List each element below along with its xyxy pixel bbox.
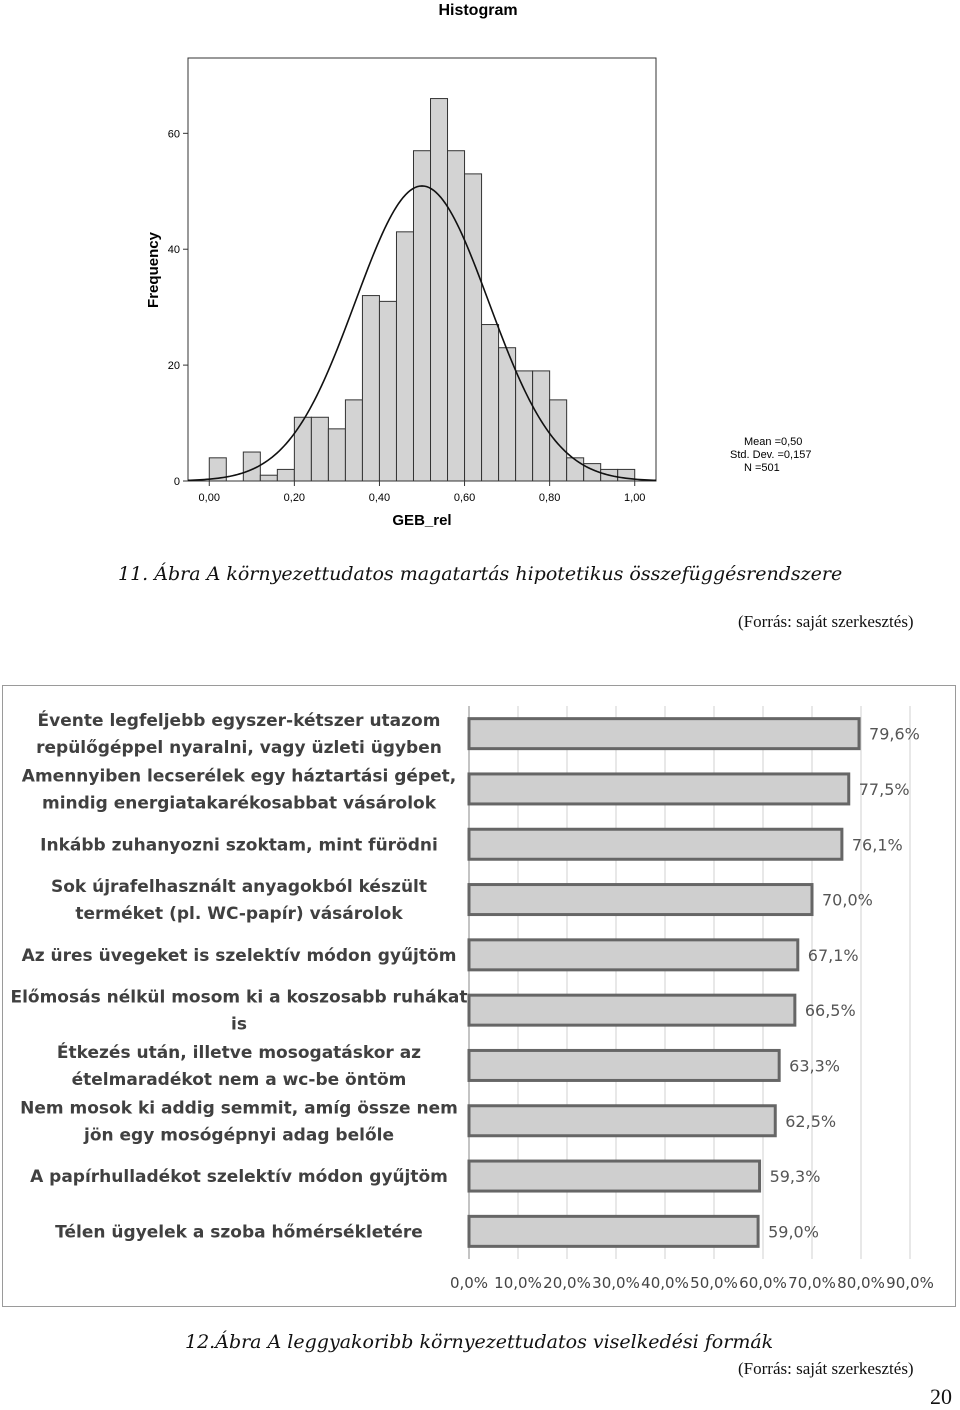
histogram-bar — [550, 400, 567, 481]
figure-12-source: (Forrás: saját szerkesztés) — [738, 1359, 914, 1378]
category-label: Télen ügyelek a szoba hőmérsékletére — [55, 1222, 423, 1243]
histogram-bar — [499, 348, 516, 481]
category-label: Előmosás nélkül mosom ki a koszosabb ruhákat — [10, 987, 468, 1008]
x-tick-label: 60,0% — [739, 1274, 787, 1292]
behaviour-bar — [469, 1050, 779, 1080]
stats-line: Std. Dev. =0,157 — [730, 449, 812, 461]
y-tick-label: 20 — [167, 360, 180, 373]
behaviour-bar — [469, 995, 795, 1025]
x-tick-label: 0,80 — [538, 492, 561, 504]
histogram-bar — [277, 469, 294, 481]
histogram-bar — [362, 296, 379, 481]
x-tick-label: 30,0% — [592, 1274, 640, 1292]
x-tick-label: 1,00 — [624, 492, 646, 504]
histogram-bar — [294, 417, 311, 481]
x-tick-label: 40,0% — [641, 1274, 689, 1292]
page-number: 20 — [930, 1384, 952, 1409]
figure-12-caption: 12.Ábra A leggyakoribb környezettudatos viselkedési formák — [185, 1331, 774, 1353]
x-tick-label: 0,40 — [368, 492, 391, 504]
x-tick-label: 50,0% — [690, 1274, 738, 1292]
stats-line: Mean =0,50 — [744, 436, 803, 448]
stats-line: N =501 — [744, 462, 780, 474]
figure-11-source: (Forrás: saját szerkesztés) — [738, 612, 914, 631]
x-tick-label: 10,0% — [494, 1274, 542, 1292]
histogram-bar — [379, 301, 396, 481]
histogram-bar — [396, 232, 413, 481]
histogram-bar — [567, 458, 584, 481]
bar-value-label: 67,1% — [807, 945, 859, 965]
histogram-bar — [328, 429, 345, 481]
category-label: repülőgéppel nyaralni, vagy üzleti ügyben — [36, 738, 442, 759]
category-label: jön egy mosógépnyi adag belőle — [84, 1125, 394, 1146]
behaviour-bar-chart — [3, 686, 955, 1306]
y-tick-label: 40 — [167, 244, 180, 257]
category-label: is — [231, 1014, 247, 1035]
x-tick-label: 20,0% — [543, 1274, 591, 1292]
histogram-bar — [465, 174, 482, 481]
behaviour-bar — [469, 719, 859, 749]
histogram-bar — [448, 151, 465, 481]
category-label: Sok újrafelhasznált anyagokból készült — [50, 877, 428, 898]
x-tick-label: 70,0% — [788, 1274, 836, 1292]
behaviour-bar — [469, 885, 812, 915]
behaviour-bar — [469, 829, 842, 859]
bar-value-label: 59,3% — [769, 1167, 821, 1187]
category-label: A papírhulladékot szelektív módon gyűjtöm — [30, 1167, 448, 1188]
behaviour-bar — [469, 1161, 760, 1191]
behaviour-bar — [469, 774, 849, 804]
bar-value-label: 77,5% — [858, 779, 910, 799]
bar-value-label: 70,0% — [822, 890, 873, 910]
figure-11-caption: 11. Ábra A környezettudatos magatartás hipotetikus összefüggésrendszere — [118, 563, 843, 585]
histogram-bar — [345, 400, 362, 481]
bar-value-label: 66,5% — [804, 1001, 856, 1021]
category-label: mindig energiatakarékosabbat vásárolok — [41, 793, 437, 814]
histogram-title: Histogram — [438, 2, 518, 19]
bar-value-label: 62,5% — [785, 1111, 837, 1131]
category-label: Nem mosok ki addig semmit, amíg össze nem — [20, 1098, 458, 1119]
category-label: Az üres üvegeket is szelektív módon gyűjtöm — [21, 945, 457, 966]
x-tick-label: 0,20 — [283, 492, 306, 504]
behaviour-bar-chart-frame — [2, 685, 956, 1307]
y-axis-label: Frequency — [145, 232, 162, 308]
y-tick-label: 60 — [167, 128, 180, 141]
histogram-bar — [533, 371, 550, 481]
histogram-bar — [260, 475, 277, 481]
x-tick-label: 90,0% — [886, 1274, 934, 1292]
bar-value-label: 59,0% — [768, 1222, 819, 1242]
behaviour-bar — [469, 1106, 775, 1136]
histogram-bar — [413, 151, 430, 481]
y-tick-label: 0 — [173, 476, 180, 488]
x-axis-label: GEB_rel — [392, 512, 452, 529]
x-tick-label: 0,00 — [198, 492, 220, 504]
histogram-bar — [431, 99, 448, 481]
histogram-bar — [482, 325, 499, 481]
histogram-chart — [0, 0, 960, 540]
x-tick-label: 0,60 — [453, 492, 476, 504]
histogram-bar — [311, 417, 328, 481]
x-tick-label: 0,0% — [449, 1274, 489, 1292]
category-label: Évente legfeljebb egyszer-kétszer utazom — [37, 711, 441, 732]
bar-value-label: 79,6% — [869, 724, 920, 744]
category-label: ételmaradékot nem a wc-be öntöm — [71, 1069, 407, 1090]
category-label: terméket (pl. WC-papír) vásárolok — [75, 904, 403, 925]
category-label: Amennyiben lecserélek egy háztartási gépet, — [21, 766, 457, 787]
category-label: Inkább zuhanyozni szoktam, mint fürödni — [40, 835, 438, 856]
x-tick-label: 80,0% — [837, 1274, 885, 1292]
behaviour-bar — [469, 940, 798, 970]
category-label: Étkezés után, illetve mosogatáskor az — [56, 1042, 422, 1063]
bar-value-label: 63,3% — [789, 1056, 840, 1076]
behaviour-bar — [469, 1216, 758, 1246]
bar-value-label: 76,1% — [851, 835, 903, 855]
